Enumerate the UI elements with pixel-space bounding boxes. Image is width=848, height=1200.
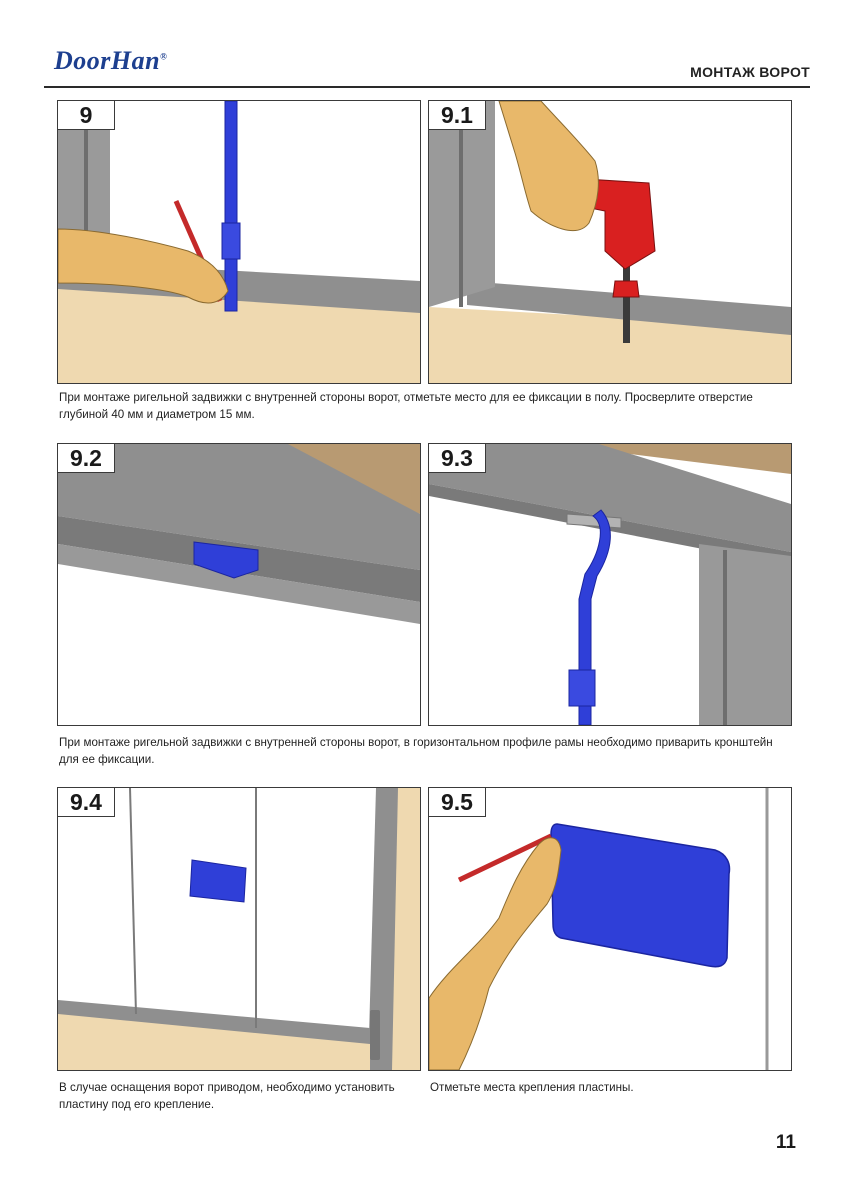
caption-row2: При монтаже ригельной задвижки с внутренней стороны ворот, в горизонтальном профиле рамы необходимо приварить кронштейн для ее фиксации. [59,736,773,766]
page-number: 11 [775,1132,796,1153]
step-9-1-panel [428,100,792,384]
step-9-4-label: 9.4 [58,788,115,817]
step-9-3-label: 9.3 [429,444,486,473]
step-9-1-label: 9.1 [429,101,486,130]
registered-mark: ® [160,51,168,62]
step-9-label: 9 [58,101,115,130]
caption-row3-right: Отметьте места крепления пластины. [430,1081,634,1094]
step-9-1-illustration [429,101,791,383]
step-9-panel [57,100,421,384]
caption-row1: При монтаже ригельной задвижки с внутренней стороны ворот, отметьте место для ее фиксации в полу. Просверлите отверстие глубиной 40 мм и диаметром 15 мм. [59,391,753,421]
step-9-4-panel [57,787,421,1071]
step-9-3-panel [428,443,792,726]
step-9-5-label: 9.5 [429,788,486,817]
step-9-5-illustration [429,788,791,1070]
doorhan-logo [54,46,167,76]
caption-row3-left: В случае оснащения ворот приводом, необходимо установить пластину под его крепление. [59,1081,395,1111]
section-title: МОНТАЖ ВОРОТ [690,64,810,80]
step-9-2-illustration [58,444,420,725]
logo-text: DoorHan [54,46,161,75]
step-9-3-illustration [429,444,791,725]
step-9-2-label: 9.2 [58,444,115,473]
header-rule [44,86,810,88]
step-9-2-panel [57,443,421,726]
step-9-illustration [58,101,420,383]
step-9-4-illustration [58,788,420,1070]
step-9-5-panel [428,787,792,1071]
